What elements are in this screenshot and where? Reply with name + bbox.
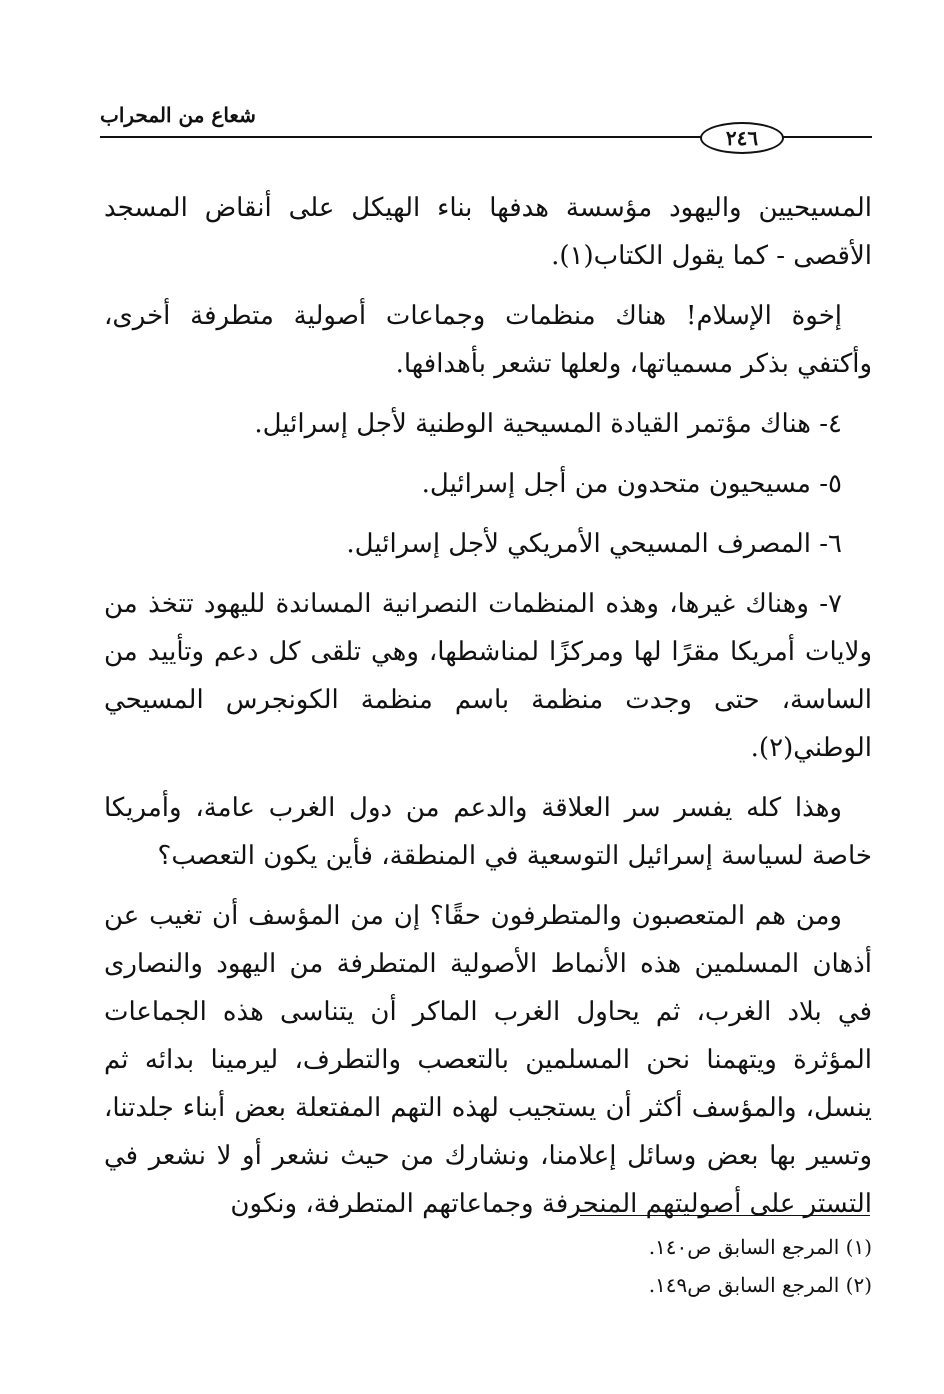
footnote-2: (٢) المرجع السابق ص١٤٩. <box>648 1273 872 1297</box>
page-number: ٢٤٦ <box>700 122 784 154</box>
footnote-rule <box>580 1215 870 1216</box>
list-item-5: ٥- مسيحيون متحدون من أجل إسرائيل. <box>421 469 842 499</box>
paragraph-continued: المسيحيين واليهود مؤسسة هدفها بناء الهيكل على أنقاض المسجد الأقصى - كما يقول الكتاب(١). <box>104 193 872 271</box>
paragraph-explanation: وهذا كله يفسر سر العلاقة والدعم من دول الغرب عامة، وأمريكا خاصة لسياسة إسرائيل التوسعية في المنطقة، فأين يكون التعصب؟ <box>104 793 872 871</box>
paragraph-extremists: ومن هم المتعصبون والمتطرفون حقًا؟ إن من المؤسف أن تغيب عن أذهان المسلمين هذه الأنماط الأصولية المتطرفة من اليهود والنصارى في بلاد الغرب، ثم يحاول الغرب الماكر أن يتناسى هذه الجماعات المؤثرة ويتهمنا نحن المسلمين بالتعصب والتطرف، ليرمينا بدائه ثم ينسل، والمؤسف أكثر أن يستجيب لهذه التهم المفتعلة بعض أبناء جلدتنا، وتسير بها بعض وسائل إعلامنا، ونشارك من حيث نشعر أو لا نشعر في التستر على أصوليتهم المنحرفة وجماعاتهم المتطرفة، ونكون <box>104 901 872 1219</box>
list-item-7: ٧- وهناك غيرها، وهذه المنظمات النصرانية المساندة لليهود تتخذ من ولايات أمريكا مقرًا لها ومركزًا لمناشطها، وهي تلقى كل دعم وتأييد من الساسة، حتى وجدت منظمة باسم منظمة الكونجرس المسيحي الوطني(٢). <box>104 589 872 763</box>
list-item-4: ٤- هناك مؤتمر القيادة المسيحية الوطنية لأجل إسرائيل. <box>254 409 842 439</box>
footnote-1: (١) المرجع السابق ص١٤٠. <box>648 1235 872 1259</box>
footnotes <box>300 1228 872 1304</box>
list-item-6: ٦- المصرف المسيحي الأمريكي لأجل إسرائيل. <box>346 529 842 559</box>
running-title: شعاع من المحراب <box>100 103 256 127</box>
body-text <box>104 184 872 1240</box>
paragraph-organizations: إخوة الإسلام! هناك منظمات وجماعات أصولية متطرفة أخرى، وأكتفي بذكر مسمياتها، ولعلها تشعر بأهدافها. <box>104 301 872 379</box>
